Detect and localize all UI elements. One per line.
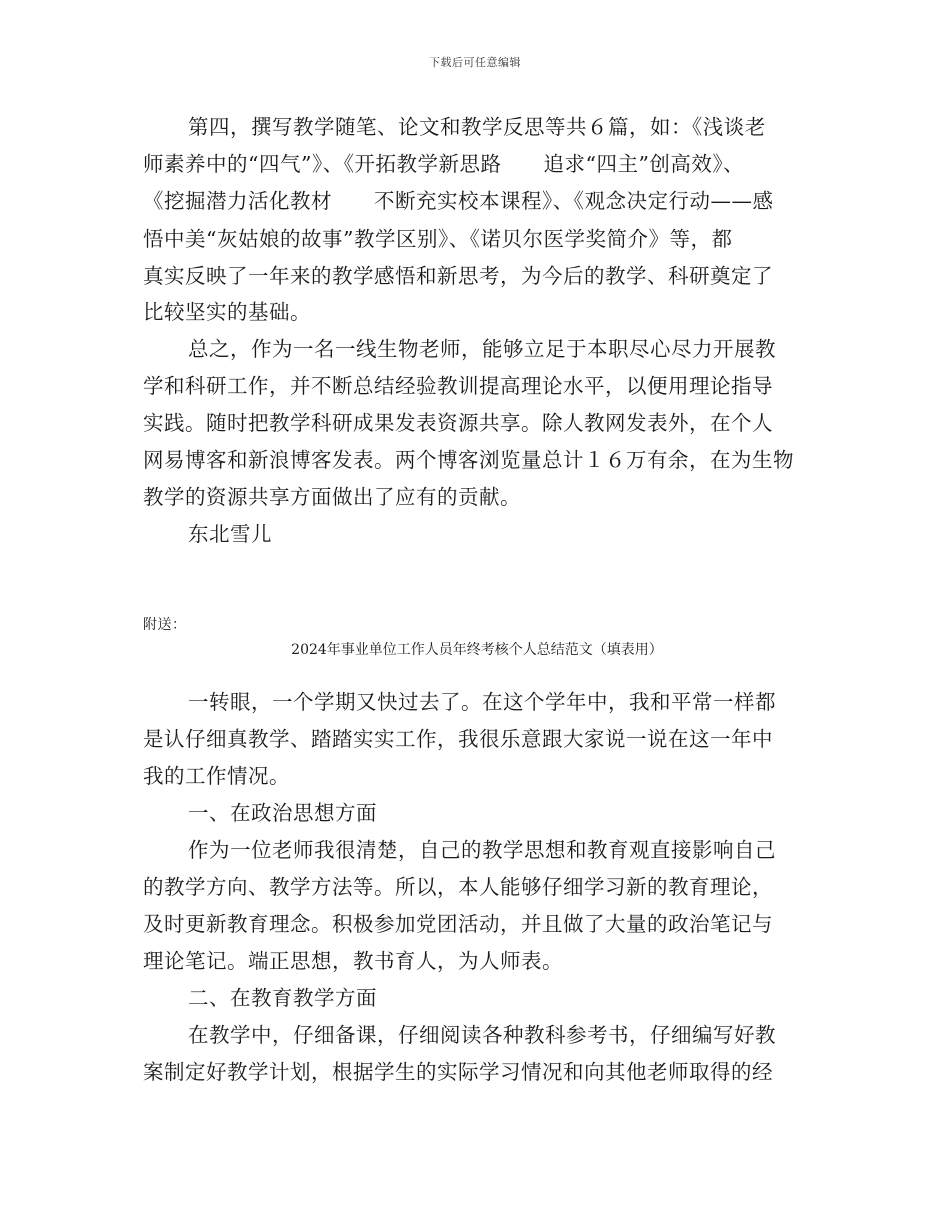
paragraph-line: 是认仔细真教学、踏踏实实工作，我很乐意跟大家说一说在这一年中 [143,727,773,751]
paragraph-line: 的教学方向、教学方法等。所以，本人能够仔细学习新的教育理论， [143,875,773,899]
paragraph-line: 实践。随时把教学科研成果发表资源共享。除人教网发表外，在个人 [143,411,773,435]
paragraph-line: 学和科研工作，并不断总结经验教训提高理论水平，以便用理论指导 [143,374,773,398]
paragraph-line: 我的工作情况。 [143,764,290,788]
paragraph-line: 师素养中的“四气”》、《开拓教学新思路 追求“四主”创高效》、 [143,152,745,176]
paragraph-line: 真实反映了一年来的教学感悟和新思考，为今后的教学、科研奠定了 [143,264,773,288]
paragraph-line: 教学的资源共享方面做出了应有的贡献。 [143,485,521,509]
section-heading: 一、在政治思想方面 [188,801,377,825]
paragraph-line: 作为一位老师我很清楚，自己的教学思想和教育观直接影响自己 [188,838,776,862]
paragraph-line: 悟中美“灰姑娘的故事”教学区别》、《诺贝尔医学奖简介》等，都 [143,227,733,251]
appendix-label: 附送： [143,617,187,633]
paragraph-line: 案制定好教学计划，根据学生的实际学习情况和向其他老师取得的经 [143,1060,773,1084]
signature-line: 东北雪儿 [188,522,272,546]
paragraph-line: 总之，作为一名一线生物老师，能够立足于本职尽心尽力开展教 [188,337,776,361]
section-heading: 二、在教育教学方面 [188,986,377,1010]
appendix-title: 2024年事业单位工作人员年终考核个人总结范文（填表用） [291,642,663,658]
paragraph-line: 一转眼，一个学期又快过去了。在这个学年中，我和平常一样都 [188,690,776,714]
paragraph-line: 在教学中，仔细备课，仔细阅读各种教科参考书，仔细编写好教 [188,1023,776,1047]
paragraph-line: 《挖掘潜力活化教材 不断充实校本课程》、《观念决定行动——感 [143,189,774,213]
paragraph-line: 比较坚实的基础。 [143,300,311,324]
paragraph-line: 理论笔记。端正思想，教书育人，为人师表。 [143,949,563,973]
paragraph-line: 及时更新教育理念。积极参加党团活动，并且做了大量的政治笔记与 [143,912,773,936]
page-header: 下载后可任意编辑 [429,56,521,69]
paragraph-line: 第四，撰写教学随笔、论文和教学反思等共６篇，如：《浅谈老 [188,115,766,139]
paragraph-line: 网易博客和新浪博客发表。两个博客浏览量总计１６万有余，在为生物 [143,448,794,472]
